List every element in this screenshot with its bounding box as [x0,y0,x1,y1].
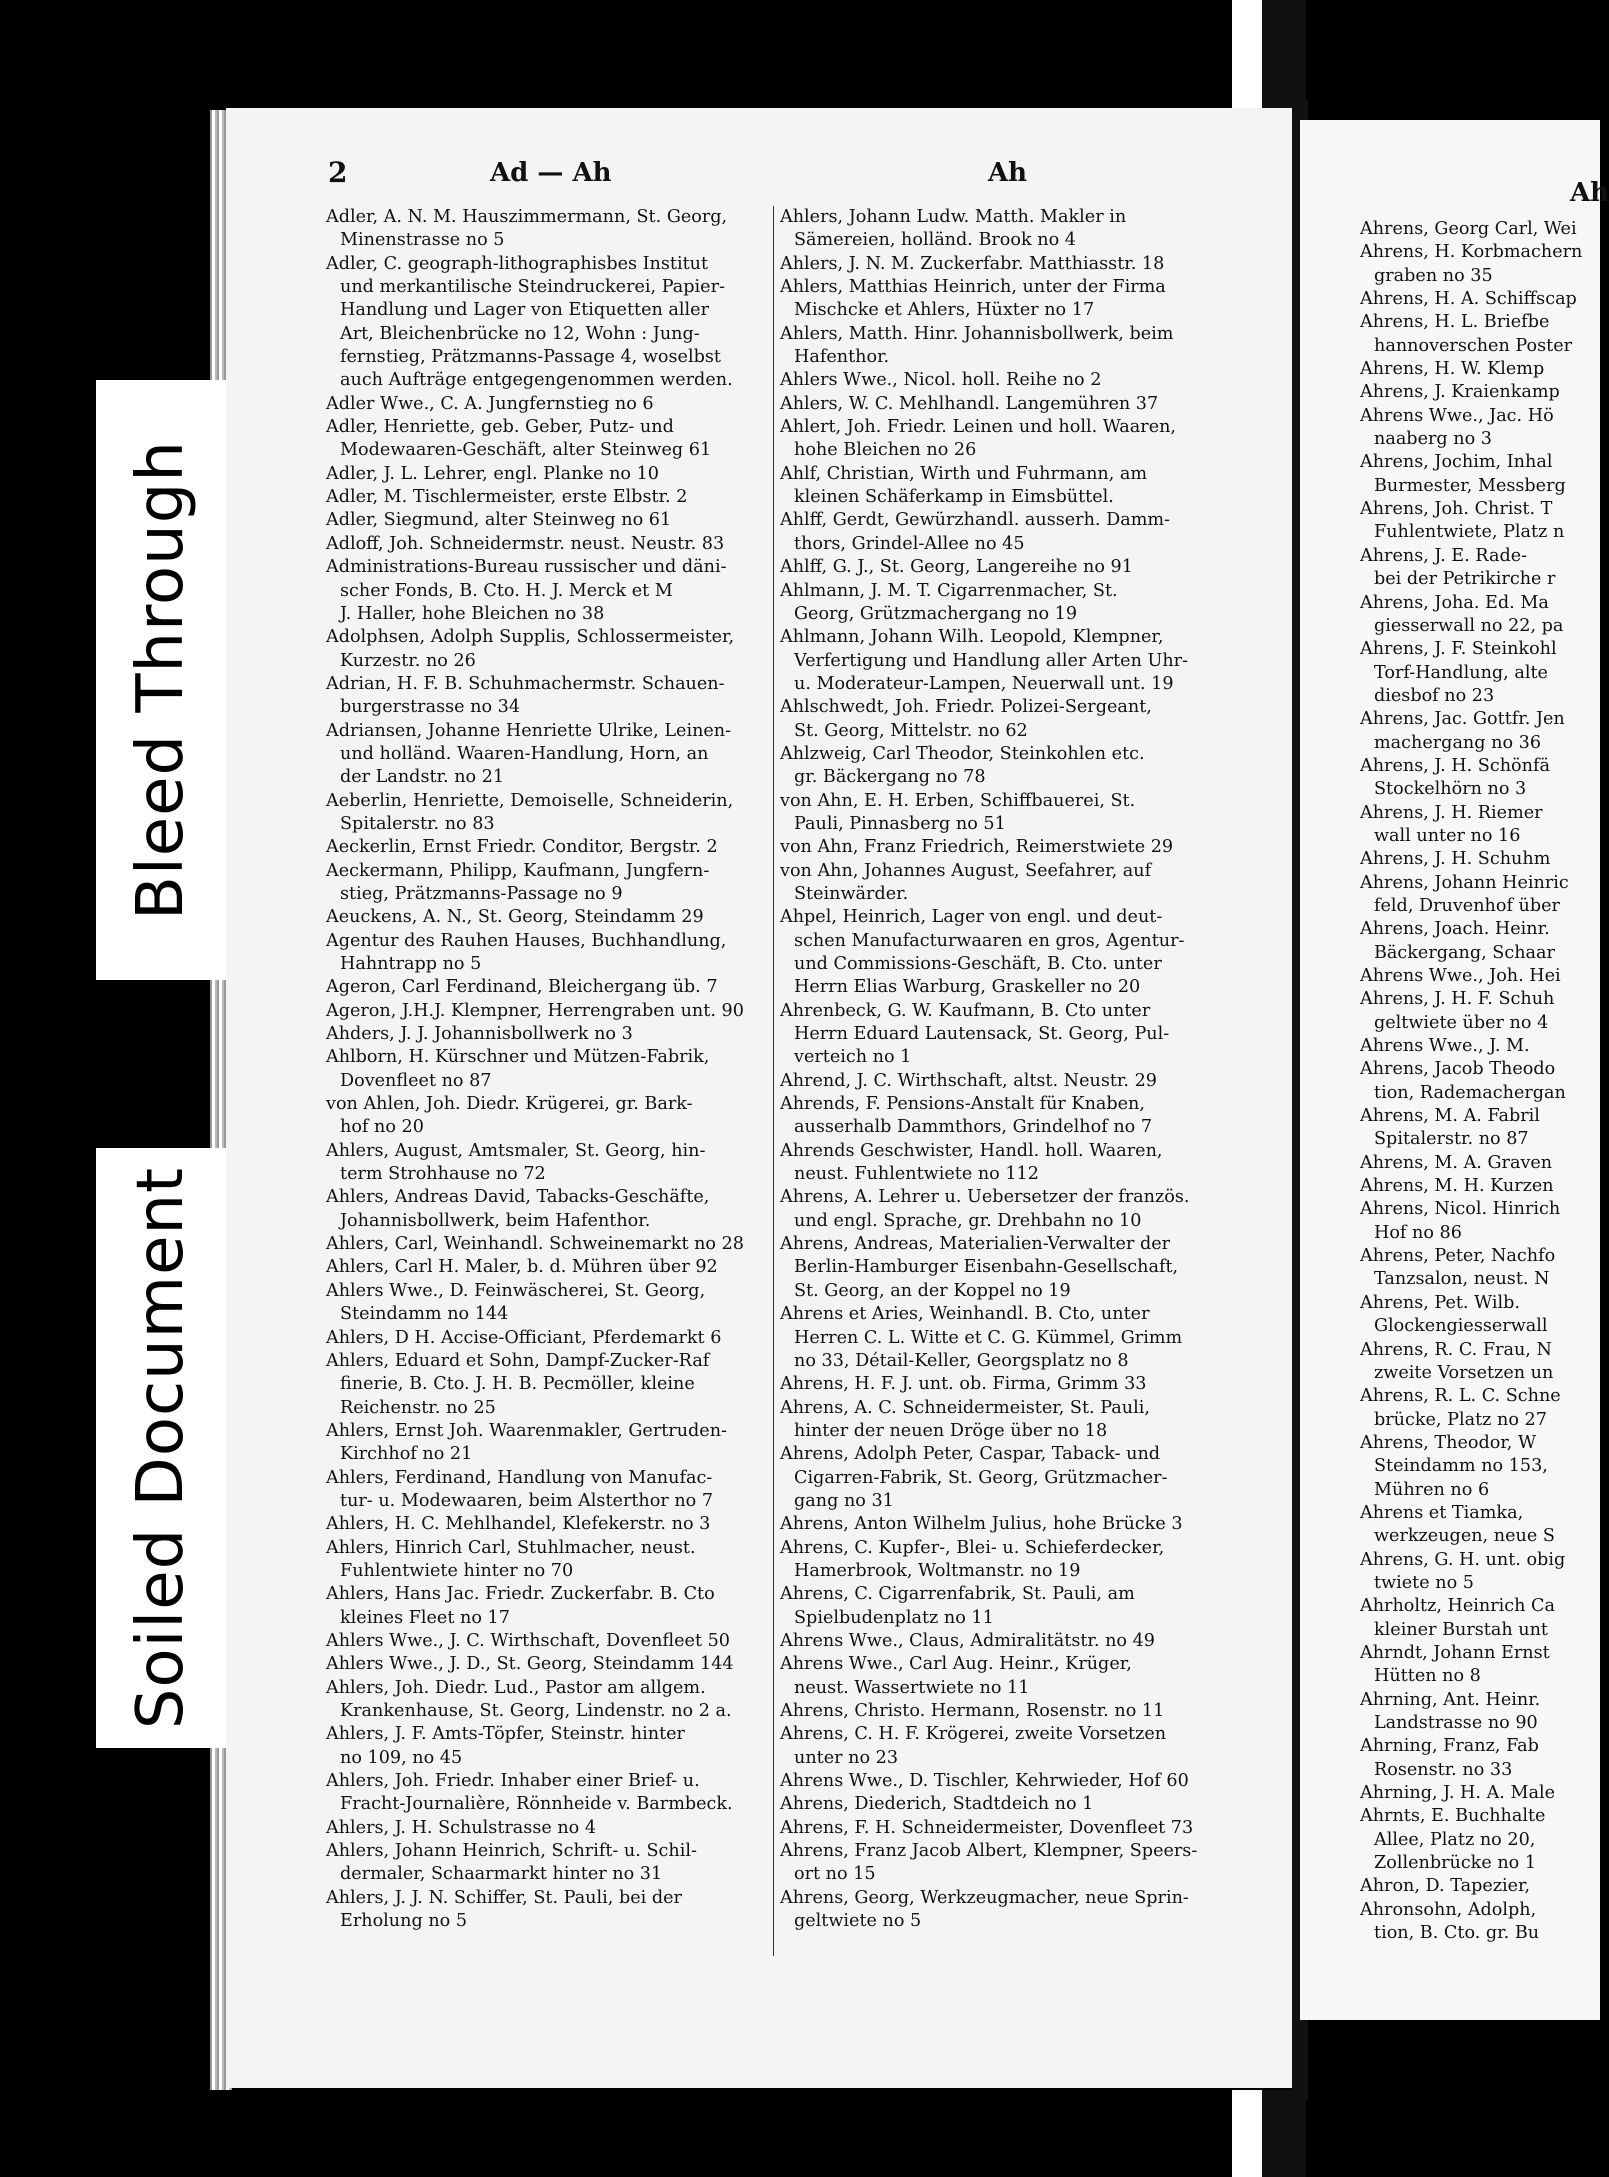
directory-line: Adler, J. L. Lehrer, engl. Planke no 10 [326,463,659,484]
directory-line: Reichenstr. no 25 [340,1397,496,1418]
directory-line: Rosenstr. no 33 [1374,1759,1513,1780]
directory-line: Ahrens, J. H. Schönfä [1360,755,1550,776]
directory-line: Fuhlentwiete, Platz n [1374,522,1565,543]
directory-line: Ahrens, M. A. Fabril [1360,1106,1540,1127]
directory-line: Ahlers, Hans Jac. Friedr. Zuckerfabr. B. Cto [326,1584,715,1605]
directory-line: Ahrens, Nicol. Hinrich [1360,1199,1561,1220]
soiled-document-text: Soiled Document [124,1166,198,1730]
directory-line: Steindamm no 144 [340,1304,509,1325]
directory-line: Ahlert, Joh. Friedr. Leinen und holl. Waaren, [780,417,1177,438]
directory-line: gr. Bäckergang no 78 [794,767,986,788]
directory-line: Ahlers, Joh. Diedr. Lud., Pastor am allgem. [326,1677,706,1698]
directory-line: Ahrens, Johann Heinric [1360,872,1569,893]
directory-line: Ahrens, C. Cigarrenfabrik, St. Pauli, am [780,1584,1135,1605]
directory-line: werkzeugen, neue S [1374,1526,1555,1547]
directory-line: Kurzestr. no 26 [340,650,476,671]
directory-line: geltwiete no 5 [794,1911,922,1932]
directory-line: Ahrens, Georg Carl, Wei [1360,219,1577,239]
directory-line: hof no 20 [340,1117,424,1138]
directory-line: no 109, no 45 [340,1747,463,1768]
directory-line: Ahlers Wwe., J. C. Wirthschaft, Dovenfleet 50 [326,1630,731,1651]
directory-line: burgerstrasse no 34 [340,697,521,718]
directory-line: no 33, Détail-Keller, Georgsplatz no 8 [794,1350,1129,1371]
directory-line: Ahrens, Theodor, W [1360,1432,1537,1453]
directory-line: J. Haller, hohe Bleichen no 38 [340,603,605,624]
directory-line: der Landstr. no 21 [340,767,505,788]
directory-line: Ahlers, J. N. M. Zuckerfabr. Matthiasstr. 18 [780,253,1165,274]
directory-line: thors, Grindel-Allee no 45 [794,533,1025,554]
directory-line: geltwiete über no 4 [1374,1012,1549,1033]
soiled-document-label [96,1148,226,1748]
directory-line: fernstieg, Prätzmanns-Passage 4, woselbst [340,347,721,368]
directory-line: Hof no 86 [1374,1222,1462,1243]
directory-line: von Ahn, Franz Friedrich, Reimerstwiete 29 [780,837,1174,858]
directory-line: Adler, C. geograph-lithographisbes Institut [326,253,709,274]
directory-line: Ahrens, A. C. Schneidermeister, St. Pauli, [780,1397,1150,1418]
directory-line: Herrn Elias Warburg, Graskeller no 20 [794,977,1141,998]
directory-line: Ahrens, J. F. Steinkohl [1360,639,1557,660]
directory-line: finerie, B. Cto. J. H. B. Pecmöller, kleine [340,1374,695,1395]
directory-line: Ahrens, R. C. Frau, N [1360,1339,1552,1360]
directory-line: Ahlers, D H. Accise-Officiant, Pferdemarkt 6 [326,1327,722,1348]
directory-line: Ahlzweig, Carl Theodor, Steinkohlen etc. [780,743,1145,764]
directory-line: Ahrens, Franz Jacob Albert, Klempner, Speers- [780,1841,1198,1862]
directory-line: Adler Wwe., C. A. Jungfernstieg no 6 [326,393,654,414]
directory-line: Adriansen, Johanne Henriette Ulrike, Leinen- [326,720,732,741]
directory-line: naaberg no 3 [1374,429,1492,450]
directory-line: machergang no 36 [1374,732,1542,753]
directory-line: u. Moderateur-Lampen, Neuerwall unt. 19 [794,673,1174,694]
directory-line: Ahrens, Joha. Ed. Ma [1360,592,1549,613]
directory-line: Ahlers, Ernst Joh. Waarenmakler, Gertruden- [326,1420,727,1441]
directory-line: Ahlers, Joh. Friedr. Inhaber einer Brief- u. [326,1771,700,1792]
directory-line: Ahrens Wwe., Jac. Hö [1360,405,1554,426]
directory-line: dermaler, Schaarmarkt hinter no 31 [340,1864,663,1885]
directory-line: Aeberlin, Henriette, Demoiselle, Schneiderin, [326,790,734,811]
directory-line: graben no 35 [1374,265,1493,286]
directory-line: Modewaaren-Geschäft, alter Steinweg 61 [340,440,712,461]
directory-line: Cigarren-Fabrik, St. Georg, Grützmacher- [794,1467,1168,1488]
directory-line: Ahlmann, J. M. T. Cigarrenmacher, St. [780,580,1118,601]
directory-line: Ahrend, J. C. Wirthschaft, altst. Neustr. 29 [780,1070,1157,1091]
directory-line: Ahlers Wwe., D. Feinwäscherei, St. Georg, [326,1280,706,1301]
directory-line: Ahrens, M. H. Kurzen [1360,1176,1554,1197]
directory-line: Ahlers, Johann Ludw. Matth. Makler in [780,207,1127,227]
directory-line: schen Manufacturwaaren en gros, Agentur- [794,930,1185,951]
directory-line: Ahrens, F. H. Schneidermeister, Dovenfleet 73 [780,1817,1194,1838]
next-page-column [1360,218,1600,1945]
directory-line: Ahrens et Aries, Weinhandl. B. Cto, unter [780,1304,1150,1325]
directory-line: unter no 23 [794,1747,899,1768]
directory-line: Ahlff, Gerdt, Gewürzhandl. ausserh. Damm- [780,510,1171,531]
directory-line: wall unter no 16 [1374,825,1521,846]
directory-line: ort no 15 [794,1864,876,1885]
directory-line: verteich no 1 [794,1047,912,1068]
directory-line: Ahlers, J. H. Schulstrasse no 4 [326,1817,597,1838]
directory-line: Ahrens, Jacob Theodo [1360,1059,1556,1080]
directory-line: diesbof no 23 [1374,685,1495,706]
directory-line: Ahrholtz, Heinrich Ca [1360,1596,1556,1617]
directory-line: Ahrens, Pet. Wilb. [1360,1292,1521,1313]
directory-line: Dovenfleet no 87 [340,1070,492,1091]
left-column-heading: Ad — Ah [490,158,612,188]
directory-line: Ahrens, J. H. F. Schuh [1360,989,1555,1010]
directory-line: Allee, Platz no 20, [1374,1829,1536,1850]
directory-line: Ahrens, Jac. Gottfr. Jen [1360,709,1565,730]
directory-line: Ahlers, H. C. Mehlhandel, Klefekerstr. no 3 [326,1514,711,1535]
directory-line: Adler, A. N. M. Hauszimmermann, St. Georg, [326,207,728,227]
directory-line: Adolphsen, Adolph Supplis, Schlossermeister, [326,627,735,648]
directory-line: Hamerbrook, Woltmanstr. no 19 [794,1560,1081,1581]
directory-line: Ahlers Wwe., Nicol. holl. Reihe no 2 [780,370,1102,391]
directory-line: Aeuckens, A. N., St. Georg, Steindamm 29 [326,907,704,928]
directory-line: Ahrnts, E. Buchhalte [1360,1806,1546,1827]
directory-line: zweite Vorsetzen un [1374,1362,1554,1383]
next-page-heading: Ah [1570,178,1609,208]
directory-line: Ahlers, J. F. Amts-Töpfer, Steinstr. hinter [326,1724,685,1745]
directory-line: Krankenhause, St. Georg, Lindenstr. no 2 a. [340,1701,732,1721]
directory-line: Ahlers, Johann Heinrich, Schrift- u. Schil- [326,1841,697,1862]
ribbon-bottom [1262,2090,1306,2177]
directory-line: Ahrens, Andreas, Materialien-Verwalter der [780,1234,1171,1255]
directory-line: Spielbudenplatz no 11 [794,1607,994,1628]
directory-line: Minenstrasse no 5 [340,230,505,251]
directory-line: Ahrens, H. F. J. unt. ob. Firma, Grimm 33 [780,1374,1147,1395]
directory-line: Ahlers, Matthias Heinrich, unter der Firma [780,277,1166,298]
directory-line: twiete no 5 [1374,1572,1474,1593]
directory-line: Ahrens, Christo. Hermann, Rosenstr. no 11 [780,1701,1165,1721]
directory-line: Ahlers, Ferdinand, Handlung von Manufac- [326,1467,713,1488]
directory-line: term Strohhause no 72 [340,1164,546,1185]
directory-line: Aeckerlin, Ernst Friedr. Conditor, Bergstr. 2 [326,837,718,858]
directory-line: Ahlf, Christian, Wirth und Fuhrmann, am [780,463,1148,484]
directory-line: Ageron, Carl Ferdinand, Bleichergang üb. 7 [326,977,718,998]
directory-line: Hütten no 8 [1374,1666,1481,1687]
directory-line: Ahrens, Anton Wilhelm Julius, hohe Brücke 3 [780,1514,1183,1535]
directory-line: Ahrens, Georg, Werkzeugmacher, neue Sprin- [780,1887,1189,1908]
directory-line: Adler, M. Tischlermeister, erste Elbstr. 2 [326,487,688,508]
directory-line: Ahlers, Hinrich Carl, Stuhlmacher, neust. [326,1537,696,1558]
directory-line: Landstrasse no 90 [1374,1713,1538,1733]
directory-line: von Ahn, E. H. Erben, Schiffbauerei, St. [780,790,1136,811]
directory-line: Stockelhörn no 3 [1374,779,1527,800]
directory-line: neust. Fuhlentwiete no 112 [794,1164,1039,1185]
directory-line: Ahrens, J. H. Schuhm [1360,849,1551,870]
directory-line: Burmester, Messberg [1374,475,1566,496]
directory-line: tion, B. Cto. gr. Bu [1374,1923,1540,1944]
directory-line: Ahrens, Joach. Heinr. [1360,919,1550,940]
directory-line: Adler, Henriette, geb. Geber, Putz- und [326,417,674,438]
directory-line: Hahntrapp no 5 [340,954,482,974]
directory-line: tion, Rademachergan [1374,1082,1566,1103]
directory-line: Handlung und Lager von Etiquetten aller [340,300,709,321]
directory-line: Ahlers, August, Amtsmaler, St. Georg, hin- [326,1140,706,1161]
directory-line: Berlin-Hamburger Eisenbahn-Gesellschaft, [794,1257,1179,1278]
column-divider [773,206,774,1956]
directory-line: Ahrens, A. Lehrer u. Uebersetzer der französ. [780,1187,1190,1208]
directory-line: Art, Bleichenbrücke no 12, Wohn : Jung- [340,323,700,344]
ribbon-top [1262,0,1306,112]
directory-line: brücke, Platz no 27 [1374,1409,1547,1430]
directory-line: Ahlers, Carl, Weinhandl. Schweinemarkt no 28 [326,1234,745,1255]
directory-line: Ahrens, C. Kupfer-, Blei- u. Schieferdecker, [780,1537,1165,1558]
directory-line: Herren C. L. Witte et C. G. Kümmel, Grimm [794,1327,1183,1348]
directory-line: Ahrens, R. L. C. Schne [1360,1386,1561,1407]
directory-line: Ahron, D. Tapezier, [1360,1876,1531,1897]
directory-line: Ahrenbeck, G. W. Kaufmann, B. Cto unter [780,1000,1151,1021]
directory-line: Ahrning, Franz, Fab [1360,1736,1539,1757]
directory-line: Ahpel, Heinrich, Lager von engl. und deut- [780,907,1163,928]
directory-line: Kirchhof no 21 [340,1444,473,1465]
directory-line: Herrn Eduard Lautensack, St. Georg, Pul- [794,1024,1170,1045]
directory-line: hinter der neuen Dröge über no 18 [794,1420,1108,1441]
directory-line: stieg, Prätzmanns-Passage no 9 [340,883,623,904]
directory-line: gang no 31 [794,1490,894,1511]
directory-line: Ahlff, G. J., St. Georg, Langereihe no 91 [780,557,1133,578]
directory-line: Tanzsalon, neust. N [1374,1269,1550,1290]
directory-line: Georg, Grützmachergang no 19 [794,603,1078,624]
left-column [326,206,771,1933]
directory-line: Ahrens, Peter, Nachfo [1360,1246,1556,1267]
directory-line: Pauli, Pinnasberg no 51 [794,813,1006,834]
directory-line: Mischcke et Ahlers, Hüxter no 17 [794,300,1095,321]
directory-line: Fuhlentwiete hinter no 70 [340,1560,574,1581]
directory-line: Ahrens, H. A. Schiffscap [1360,289,1577,310]
directory-line: und Commissions-Geschäft, B. Cto. unter [794,954,1162,974]
directory-line: Administrations-Bureau russischer und däni- [326,557,727,578]
directory-line: kleinen Schäferkamp in Eimsbüttel. [794,487,1114,508]
directory-line: Ahlers Wwe., J. D., St. Georg, Steindamm 144 [326,1654,734,1675]
directory-line: Ahrens Wwe., J. M. [1360,1036,1530,1057]
directory-line: Adloff, Joh. Schneidermstr. neust. Neustr. 83 [326,533,725,554]
directory-line: neust. Wassertwiete no 11 [794,1677,1030,1698]
directory-line: bei der Petrikirche r [1374,569,1556,590]
directory-line: Bäckergang, Schaar [1374,942,1555,963]
directory-line: Ageron, J.H.J. Klempner, Herrengraben unt. 90 [326,1000,744,1021]
directory-line: Ahlschwedt, Joh. Friedr. Polizei-Sergeant, [780,697,1152,718]
directory-line: Glockengiesserwall [1374,1316,1548,1337]
directory-line: Hafenthor. [794,347,890,368]
directory-line: Ahlers, J. J. N. Schiffer, St. Pauli, bei der [326,1887,682,1908]
directory-line: Ahlers, Carl H. Maler, b. d. Mühren über 92 [326,1257,718,1278]
directory-line: auch Aufträge entgegengenommen werden. [340,370,733,391]
directory-line: Ahrning, Ant. Heinr. [1360,1689,1541,1710]
directory-line: Ahlers, Matth. Hinr. Johannisbollwerk, beim [780,323,1174,344]
directory-line: Steinwärder. [794,883,909,904]
directory-line: tur- u. Modewaaren, beim Alsterthor no 7 [340,1490,714,1511]
directory-line: und engl. Sprache, gr. Drehbahn no 10 [794,1210,1142,1231]
directory-line: Ahrning, J. H. A. Male [1360,1783,1556,1804]
directory-line: St. Georg, an der Koppel no 19 [794,1280,1071,1301]
directory-line: Ahlers, W. C. Mehlhandl. Langemühren 37 [780,393,1159,414]
directory-line: Adler, Siegmund, alter Steinweg no 61 [326,510,672,531]
directory-line: Ahlers, Eduard et Sohn, Dampf-Zucker-Raf [326,1350,710,1371]
directory-line: Ahrens Wwe., Claus, Admiralitätstr. no 49 [780,1630,1155,1651]
directory-line: Ahlmann, Johann Wilh. Leopold, Klempner, [780,627,1164,648]
directory-line: Mühren no 6 [1374,1479,1490,1500]
directory-line: von Ahn, Johannes August, Seefahrer, auf [780,860,1152,881]
directory-line: Verfertigung und Handlung aller Arten Uhr- [794,650,1189,671]
directory-line: Erholung no 5 [340,1911,468,1932]
directory-line: Ahrens Wwe., Carl Aug. Heinr., Krüger, [780,1654,1132,1675]
directory-line: Ahlers, Andreas David, Tabacks-Geschäfte, [326,1187,710,1208]
directory-line: Ahrends, F. Pensions-Anstalt für Knaben, [780,1094,1145,1115]
directory-line: Torf-Handlung, alte [1374,662,1548,683]
directory-line: Sämereien, holländ. Brook no 4 [794,230,1076,251]
bleed-through-text: Bleed Through [124,440,198,920]
directory-line: und holländ. Waaren-Handlung, Horn, an [340,743,709,764]
directory-line: Ahrens et Tiamka, [1360,1502,1524,1523]
directory-line: Zollenbrücke no 1 [1374,1853,1537,1874]
directory-line: Ahrens, J. E. Rade- [1360,545,1528,566]
right-column [780,206,1226,1933]
page-number: 2 [328,156,348,189]
directory-line: Spitalerstr. no 87 [1374,1129,1529,1150]
directory-line: hannoverschen Poster [1374,335,1573,356]
directory-line: Steindamm no 153, [1374,1456,1548,1477]
directory-line: Ahrens, H. W. Klemp [1360,359,1545,380]
directory-line: Johannisbollwerk, beim Hafenthor. [340,1210,651,1231]
directory-line: feld, Druvenhof über [1374,895,1560,916]
directory-line: Ahrens Wwe., D. Tischler, Kehrwieder, Hof 60 [780,1771,1189,1792]
directory-line: Ahrends Geschwister, Handl. holl. Waaren, [780,1140,1163,1161]
directory-line: Aeckermann, Philipp, Kaufmann, Jungfern- [326,860,710,881]
directory-line: kleiner Burstah unt [1374,1619,1548,1640]
bleed-through-label [96,380,226,980]
directory-line: von Ahlen, Joh. Diedr. Krügerei, gr. Bark- [326,1094,693,1115]
directory-line: Ahrens, H. Korbmachern [1360,242,1583,263]
directory-line: Spitalerstr. no 83 [340,813,495,834]
directory-line: Ahrens, Diederich, Stadtdeich no 1 [780,1794,1094,1815]
directory-line: ausserhalb Dammthors, Grindelhof no 7 [794,1117,1153,1138]
directory-line: Ahrens Wwe., Joh. Hei [1360,966,1561,986]
directory-line: Ahders, J. J. Johannisbollwerk no 3 [326,1024,633,1045]
directory-line: Ahrens, H. L. Briefbe [1360,312,1550,333]
directory-line: Ahrndt, Johann Ernst [1360,1642,1550,1663]
directory-line: Ahrens, M. A. Graven [1360,1152,1553,1173]
directory-line: Ahrens, Adolph Peter, Caspar, Taback- und [780,1444,1161,1465]
directory-line: St. Georg, Mittelstr. no 62 [794,720,1028,741]
directory-line: Ahrens, G. H. unt. obig [1360,1549,1566,1570]
directory-line: Ahrens, J. H. Riemer [1360,802,1543,823]
directory-line: hohe Bleichen no 26 [794,440,977,461]
directory-line: kleines Fleet no 17 [340,1607,510,1628]
directory-line: und merkantilische Steindruckerei, Papier- [340,277,725,298]
directory-line: Fracht-Journalière, Rönnheide v. Barmbeck. [340,1794,733,1815]
directory-line: Adrian, H. F. B. Schuhmachermstr. Schauen- [326,673,725,694]
directory-line: scher Fonds, B. Cto. H. J. Merck et M [340,580,673,601]
right-column-heading: Ah [988,158,1028,188]
directory-line: Ahrens, Joh. Christ. T [1360,499,1553,520]
directory-line: Ahrens, J. Kraienkamp [1360,382,1560,403]
directory-line: giesserwall no 22, pa [1374,615,1564,636]
directory-line: Ahrens, Jochim, Inhal [1360,452,1553,473]
directory-line: Ahronsohn, Adolph, [1360,1899,1537,1920]
directory-line: Agentur des Rauhen Hauses, Buchhandlung, [326,930,727,951]
directory-line: Ahrens, C. H. F. Krögerei, zweite Vorsetzen [780,1724,1167,1745]
directory-line: Ahlborn, H. Kürschner und Mützen-Fabrik, [326,1047,710,1068]
